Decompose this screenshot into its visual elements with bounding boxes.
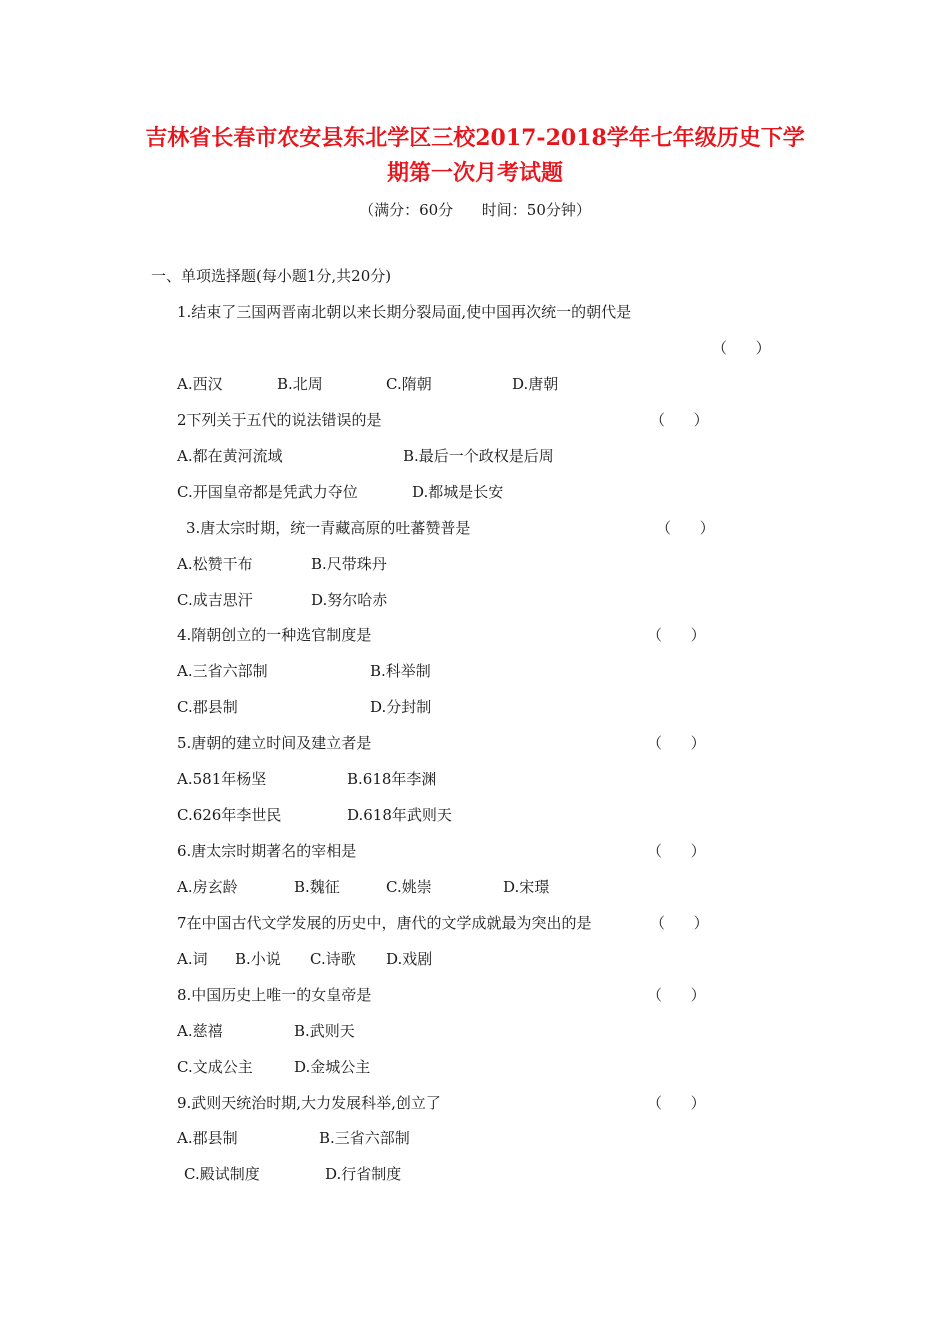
q5-option-b: B.618年李渊 xyxy=(347,770,437,788)
q6-option-b: B.魏征 xyxy=(294,878,340,896)
q1-option-a: A.西汉 xyxy=(177,375,223,393)
question-5: 5.唐朝的建立时间及建立者是 xyxy=(177,734,372,752)
q5-option-c: C.626年李世民 xyxy=(177,806,282,824)
answer-blank-3: （ ） xyxy=(656,519,715,537)
q6-option-a: A.房玄龄 xyxy=(177,878,238,896)
q1-option-c: C.隋朝 xyxy=(386,375,432,393)
answer-blank-9: （ ） xyxy=(647,1094,706,1112)
q7-option-d: D.戏剧 xyxy=(386,950,433,968)
q4-option-b: B.科举制 xyxy=(370,662,431,680)
question-4: 4.隋朝创立的一种选官制度是 xyxy=(177,626,372,644)
q8-option-a: A.慈禧 xyxy=(177,1022,223,1040)
q6-option-c: C.姚崇 xyxy=(386,878,432,896)
q9-option-a: A.郡县制 xyxy=(177,1129,238,1147)
q4-option-d: D.分封制 xyxy=(370,698,432,716)
q5-option-a: A.581年杨坚 xyxy=(177,770,267,788)
q7-option-a: A.词 xyxy=(177,950,208,968)
q2-option-a: A.都在黄河流域 xyxy=(177,447,283,465)
question-2: 2下列关于五代的说法错误的是 xyxy=(177,411,382,429)
answer-blank-7: （ ） xyxy=(650,914,709,932)
question-1: 1.结束了三国两晋南北朝以来长期分裂局面,使中国再次统一的朝代是 xyxy=(177,303,632,321)
answer-blank-1: （ ） xyxy=(712,339,771,357)
answer-blank-5: （ ） xyxy=(647,734,706,752)
document-title-line-1: 吉林省长春市农安县东北学区三校2017-2018学年七年级历史下学 xyxy=(145,125,805,151)
q4-option-a: A.三省六部制 xyxy=(177,662,268,680)
question-8: 8.中国历史上唯一的女皇帝是 xyxy=(177,986,372,1004)
q3-option-b: B.尺带珠丹 xyxy=(311,555,387,573)
exam-info: （满分：60分 时间：50分钟） xyxy=(359,201,591,219)
q6-option-d: D.宋璟 xyxy=(503,878,550,896)
q2-option-b: B.最后一个政权是后周 xyxy=(403,447,554,465)
q5-option-d: D.618年武则天 xyxy=(347,806,452,824)
q4-option-c: C.郡县制 xyxy=(177,698,238,716)
q2-option-c: C.开国皇帝都是凭武力夺位 xyxy=(177,483,358,501)
q7-option-c: C.诗歌 xyxy=(310,950,356,968)
question-9: 9.武则天统治时期,大力发展科举,创立了 xyxy=(177,1094,441,1112)
q1-option-d: D.唐朝 xyxy=(512,375,559,393)
section-heading: 一、单项选择题(每小题1分,共20分) xyxy=(151,267,392,285)
document-title-line-2: 期第一次月考试题 xyxy=(386,160,563,186)
q3-option-a: A.松赞干布 xyxy=(177,555,253,573)
q8-option-c: C.文成公主 xyxy=(177,1058,253,1076)
q8-option-d: D.金城公主 xyxy=(294,1058,371,1076)
answer-blank-6: （ ） xyxy=(647,842,706,860)
q8-option-b: B.武则天 xyxy=(294,1022,355,1040)
q3-option-c: C.成吉思汗 xyxy=(177,591,253,609)
question-7: 7在中国古代文学发展的历史中，唐代的文学成就最为突出的是 xyxy=(177,914,592,932)
answer-blank-2: （ ） xyxy=(650,411,709,429)
q7-option-b: B.小说 xyxy=(235,950,281,968)
q9-option-d: D.行省制度 xyxy=(325,1165,402,1183)
q9-option-b: B.三省六部制 xyxy=(319,1129,410,1147)
q9-option-c: C.殿试制度 xyxy=(184,1165,260,1183)
q2-option-d: D.都城是长安 xyxy=(412,483,504,501)
q1-option-b: B.北周 xyxy=(277,375,323,393)
answer-blank-4: （ ） xyxy=(647,626,706,644)
q3-option-d: D.努尔哈赤 xyxy=(311,591,388,609)
question-6: 6.唐太宗时期著名的宰相是 xyxy=(177,842,357,860)
answer-blank-8: （ ） xyxy=(647,986,706,1004)
question-3: 3.唐太宗时期，统一青藏高原的吐蕃赞普是 xyxy=(186,519,471,537)
